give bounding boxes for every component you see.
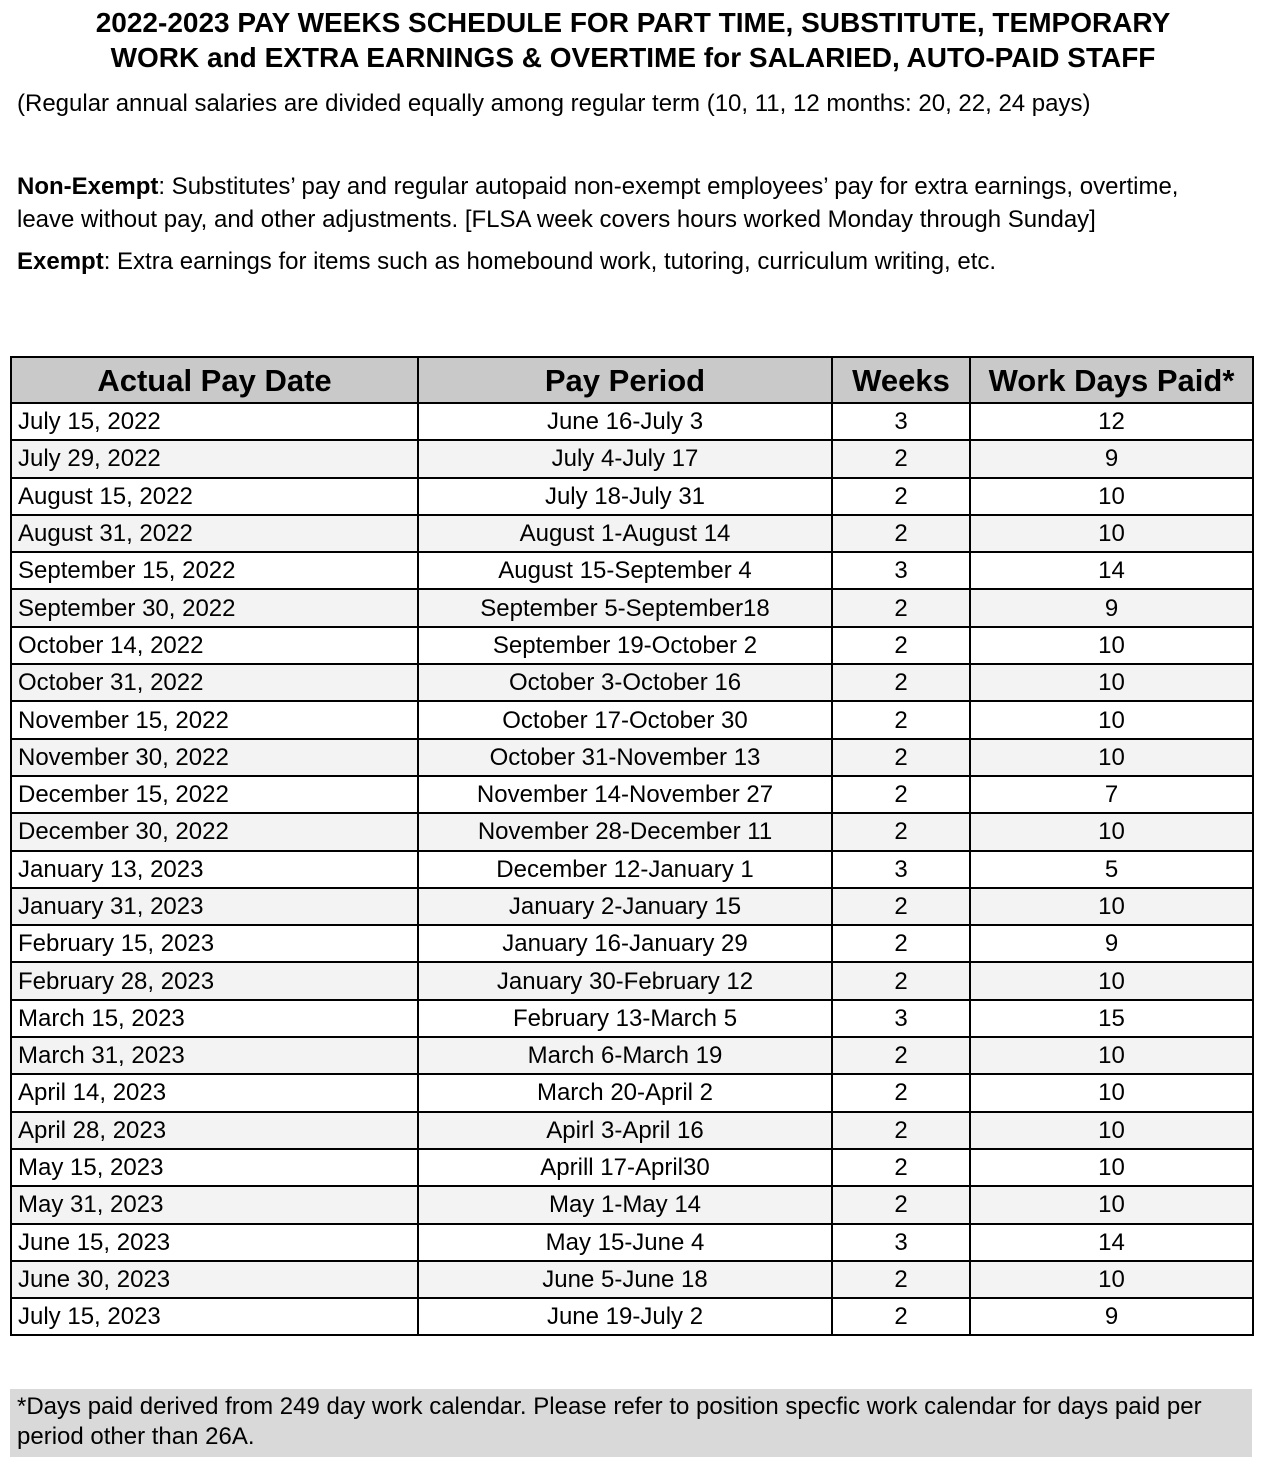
table-row [11,440,1253,477]
weeks-cell: 3 [832,851,970,888]
table-header-row [11,357,1253,403]
work-days-cell: 10 [970,1186,1253,1223]
work-days-cell: 12 [970,403,1253,440]
footnote: *Days paid derived from 249 day work calendar. Please refer to position specfic work calendar for days paid per period other than 26A. [10,1389,1252,1457]
work-days-cell: 9 [970,1298,1253,1335]
pay-date-cell: August 31, 2022 [11,515,418,552]
weeks-cell: 2 [832,664,970,701]
nonexempt-label: Non-Exempt [17,173,159,200]
table-row [11,1261,1253,1298]
weeks-cell: 2 [832,1261,970,1298]
pay-period-cell: December 12-January 1 [418,851,832,888]
pay-date-cell: July 15, 2022 [11,403,418,440]
pay-date-cell: November 15, 2022 [11,701,418,738]
table-row [11,888,1253,925]
table-row [11,739,1253,776]
table-row [11,1000,1253,1037]
pay-date-cell: March 31, 2023 [11,1037,418,1074]
pay-date-cell: January 31, 2023 [11,888,418,925]
work-days-cell: 10 [970,478,1253,515]
pay-period-cell: September 19-October 2 [418,627,832,664]
pay-date-cell: April 14, 2023 [11,1074,418,1111]
table-row [11,701,1253,738]
exempt-label: Exempt [17,248,104,275]
pay-date-cell: February 28, 2023 [11,962,418,999]
work-days-cell: 10 [970,1112,1253,1149]
table-row [11,1112,1253,1149]
work-days-cell: 9 [970,440,1253,477]
table-row [11,1037,1253,1074]
pay-period-cell: July 4-July 17 [418,440,832,477]
pay-date-cell: February 15, 2023 [11,925,418,962]
pay-date-cell: September 30, 2022 [11,589,418,626]
weeks-cell: 3 [832,1224,970,1261]
pay-period-cell: July 18-July 31 [418,478,832,515]
work-days-cell: 7 [970,776,1253,813]
table-row [11,1298,1253,1335]
table-row [11,851,1253,888]
pay-date-cell: October 14, 2022 [11,627,418,664]
weeks-cell: 2 [832,701,970,738]
pay-period-cell: March 6-March 19 [418,1037,832,1074]
weeks-cell: 2 [832,813,970,850]
pay-period-cell: January 16-January 29 [418,925,832,962]
work-days-cell: 10 [970,888,1253,925]
table-row [11,515,1253,552]
work-days-cell: 5 [970,851,1253,888]
pay-period-cell: October 3-October 16 [418,664,832,701]
weeks-cell: 2 [832,888,970,925]
weeks-cell: 2 [832,515,970,552]
table-row [11,1074,1253,1111]
work-days-cell: 15 [970,1000,1253,1037]
weeks-cell: 3 [832,552,970,589]
pay-date-cell: June 30, 2023 [11,1261,418,1298]
weeks-cell: 2 [832,962,970,999]
pay-period-cell: February 13-March 5 [418,1000,832,1037]
exempt-text: : Extra earnings for items such as homebound work, tutoring, curriculum writing, etc. [103,248,997,275]
work-days-cell: 9 [970,589,1253,626]
pay-period-cell: October 17-October 30 [418,701,832,738]
salary-note: (Regular annual salaries are divided equally among regular term (10, 11, 12 months: 20, 22, 24 pays) [17,90,1091,117]
exempt-paragraph [17,245,1236,278]
weeks-cell: 2 [832,739,970,776]
pay-period-cell: June 16-July 3 [418,403,832,440]
work-days-cell: 10 [970,1037,1253,1074]
weeks-cell: 2 [832,1186,970,1223]
table-row [11,1186,1253,1223]
table-row [11,627,1253,664]
header-weeks: Weeks [832,357,970,403]
weeks-cell: 2 [832,1037,970,1074]
table-row [11,1224,1253,1261]
work-days-cell: 14 [970,1224,1253,1261]
table-row [11,813,1253,850]
pay-period-cell: August 15-September 4 [418,552,832,589]
header-pay-period: Pay Period [418,357,832,403]
weeks-cell: 2 [832,1112,970,1149]
pay-period-cell: Apirl 3-April 16 [418,1112,832,1149]
pay-date-cell: November 30, 2022 [11,739,418,776]
pay-date-cell: August 15, 2022 [11,478,418,515]
pay-date-cell: May 15, 2023 [11,1149,418,1186]
pay-period-cell: June 19-July 2 [418,1298,832,1335]
pay-period-cell: Aprill 17-April30 [418,1149,832,1186]
pay-date-cell: July 15, 2023 [11,1298,418,1335]
pay-date-cell: March 15, 2023 [11,1000,418,1037]
table-row [11,962,1253,999]
weeks-cell: 2 [832,1074,970,1111]
work-days-cell: 10 [970,813,1253,850]
work-days-cell: 14 [970,552,1253,589]
weeks-cell: 2 [832,440,970,477]
table-body [11,403,1253,1335]
weeks-cell: 2 [832,776,970,813]
pay-date-cell: May 31, 2023 [11,1186,418,1223]
weeks-cell: 2 [832,925,970,962]
work-days-cell: 10 [970,627,1253,664]
weeks-cell: 2 [832,589,970,626]
table-row [11,403,1253,440]
header-work-days-paid: Work Days Paid* [970,357,1253,403]
pay-date-cell: September 15, 2022 [11,552,418,589]
pay-date-cell: July 29, 2022 [11,440,418,477]
pay-period-cell: September 5-September18 [418,589,832,626]
weeks-cell: 2 [832,627,970,664]
table-row [11,589,1253,626]
table-row [11,776,1253,813]
table-row [11,1149,1253,1186]
title-line-2: WORK and EXTRA EARNINGS & OVERTIME for SALARIED, AUTO-PAID STAFF [110,42,1156,73]
work-days-cell: 9 [970,925,1253,962]
pay-date-cell: December 15, 2022 [11,776,418,813]
table-row [11,552,1253,589]
table-row [11,478,1253,515]
work-days-cell: 10 [970,1149,1253,1186]
pay-date-cell: December 30, 2022 [11,813,418,850]
pay-date-cell: April 28, 2023 [11,1112,418,1149]
nonexempt-text: : Substitutes’ pay and regular autopaid non-exempt employees’ pay for extra earnings, overtime, leave without pay, and other adjustments. [FLSA week covers hours worked Monday through Sunday] [17,173,1179,233]
work-days-cell: 10 [970,962,1253,999]
work-days-cell: 10 [970,739,1253,776]
weeks-cell: 3 [832,1000,970,1037]
work-days-cell: 10 [970,515,1253,552]
pay-period-cell: January 30-February 12 [418,962,832,999]
pay-period-cell: January 2-January 15 [418,888,832,925]
pay-period-cell: November 28-December 11 [418,813,832,850]
pay-schedule-table [10,356,1254,1336]
pay-date-cell: October 31, 2022 [11,664,418,701]
work-days-cell: 10 [970,701,1253,738]
weeks-cell: 2 [832,1298,970,1335]
table-row [11,925,1253,962]
pay-period-cell: November 14-November 27 [418,776,832,813]
weeks-cell: 2 [832,1149,970,1186]
pay-period-cell: March 20-April 2 [418,1074,832,1111]
document-title [0,0,1266,75]
work-days-cell: 10 [970,1261,1253,1298]
work-days-cell: 10 [970,1074,1253,1111]
table-row [11,664,1253,701]
pay-period-cell: May 15-June 4 [418,1224,832,1261]
weeks-cell: 3 [832,403,970,440]
header-actual-pay-date: Actual Pay Date [11,357,418,403]
pay-date-cell: January 13, 2023 [11,851,418,888]
title-line-1: 2022-2023 PAY WEEKS SCHEDULE FOR PART TIME, SUBSTITUTE, TEMPORARY [95,7,1171,38]
weeks-cell: 2 [832,478,970,515]
pay-period-cell: June 5-June 18 [418,1261,832,1298]
nonexempt-paragraph [17,170,1236,236]
pay-date-cell: June 15, 2023 [11,1224,418,1261]
pay-period-cell: May 1-May 14 [418,1186,832,1223]
pay-period-cell: October 31-November 13 [418,739,832,776]
work-days-cell: 10 [970,664,1253,701]
pay-period-cell: August 1-August 14 [418,515,832,552]
